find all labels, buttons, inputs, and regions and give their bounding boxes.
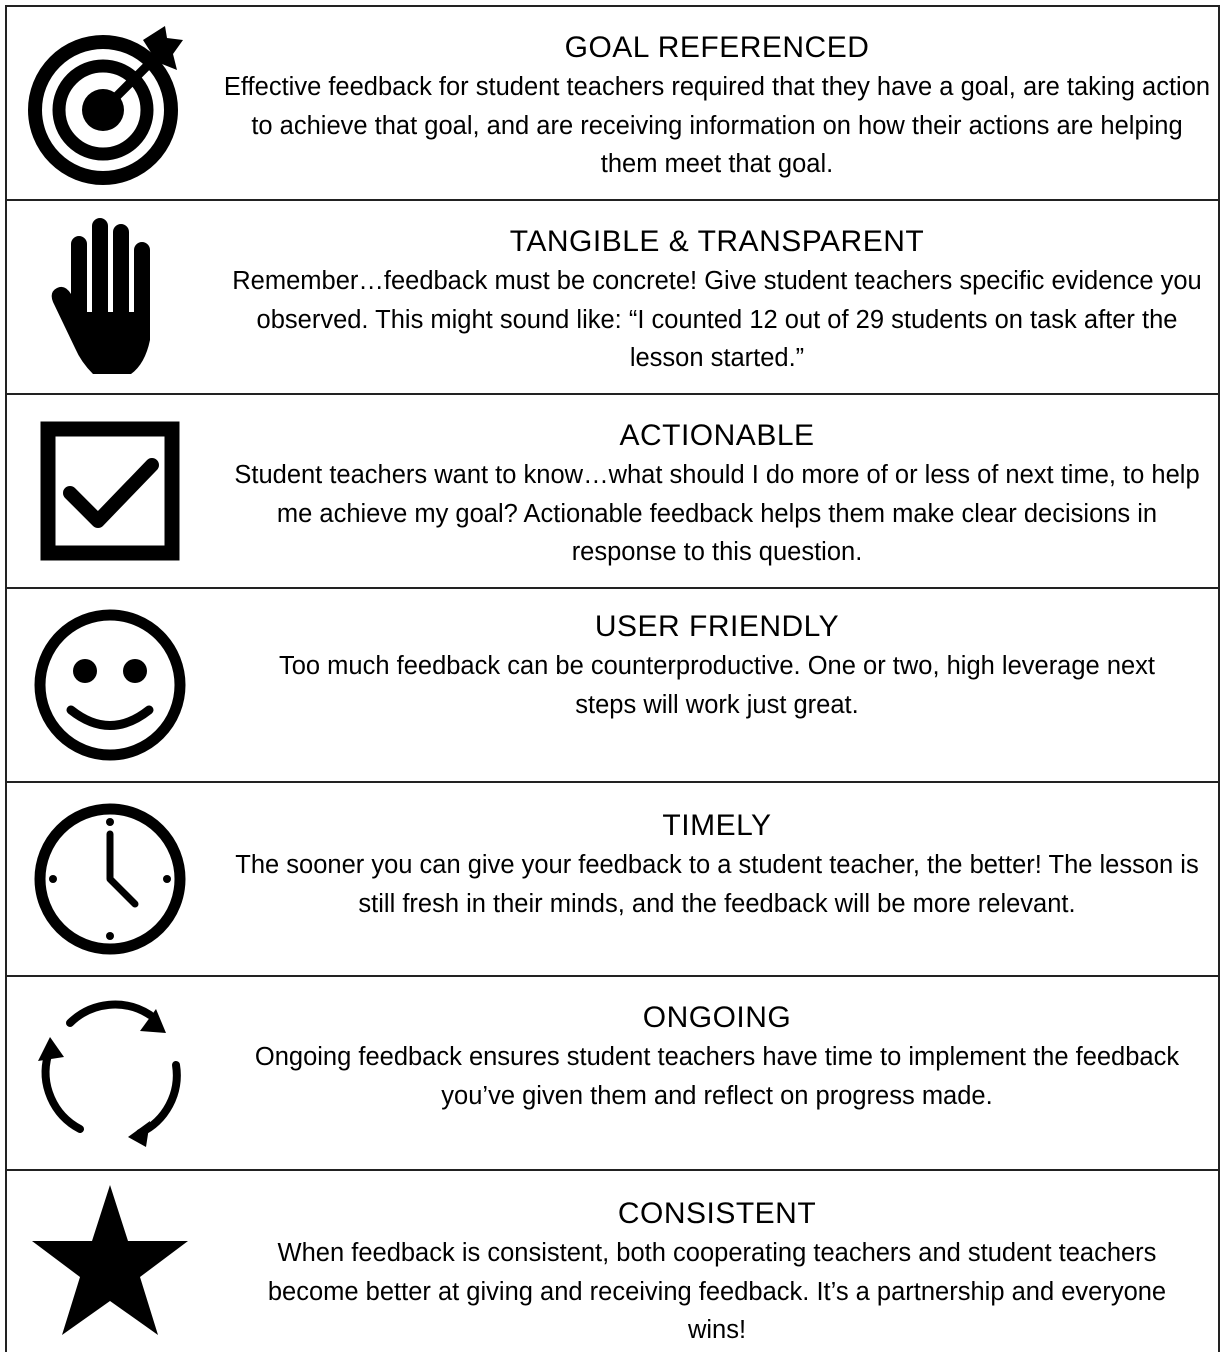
section-goal-referenced [7,7,1218,201]
section-ongoing [7,977,1218,1171]
section-text [222,201,1212,378]
checkbox-icon [40,421,180,561]
section-tangible-transparent [7,201,1218,395]
section-text [222,1171,1212,1350]
section-body: Ongoing feedback ensures student teachers have time to implement the feedback you’ve given them and reflect on progress made. [254,1043,1180,1110]
target-arrow-icon [25,18,195,188]
section-text [222,977,1212,1115]
feedback-principles-table [5,5,1220,1352]
icon-cell [7,201,212,393]
hand-icon [45,212,175,382]
section-body: Student teachers want to know…what should I do more of or less of next time, to help me achieve my goal? Actionable feedback helps them make clear decisions in response to this question. [234,461,1200,566]
clock-icon [31,800,189,958]
star-icon [30,1183,190,1343]
icon-cell [7,7,212,199]
section-heading: ONGOING [642,1001,792,1034]
section-body: The sooner you can give your feedback to a student teacher, the better! The lesson is still fresh in their minds, and the feedback will be more relevant. [235,851,1199,918]
section-user-friendly [7,589,1218,783]
icon-cell [7,783,212,975]
section-body: When feedback is consistent, both cooperating teachers and student teachers become better at giving and receiving feedback. It’s a partnership and everyone wins! [267,1239,1167,1344]
section-body: Too much feedback can be counterproductive. One or two, high leverage next steps will work just great. [278,652,1156,719]
section-heading: GOAL REFERENCED [564,31,870,64]
section-text [222,589,1212,724]
section-heading: USER FRIENDLY [594,610,840,643]
section-actionable [7,395,1218,589]
section-text [222,783,1212,923]
section-heading: TANGIBLE & TRANSPARENT [509,225,925,258]
icon-cell [7,589,212,781]
section-heading: TIMELY [662,809,772,842]
section-consistent [7,1171,1218,1354]
section-heading: ACTIONABLE [619,419,815,452]
section-body: Remember…feedback must be concrete! Give student teachers specific evidence you observed. This might sound like: “I counted 12 out of 29 students on task after the lesson started.” [232,267,1202,372]
section-text [222,395,1212,572]
icon-cell [7,395,212,587]
icon-cell [7,977,212,1169]
section-body: Effective feedback for student teachers required that they have a goal, are taking action to achieve that goal, and are receiving information on how their actions are helping them meet that goal. [223,73,1211,178]
icon-cell [7,1171,212,1354]
smiley-icon [31,606,189,764]
cycle-arrows-icon [30,993,190,1153]
section-heading: CONSISTENT [617,1197,817,1230]
section-timely [7,783,1218,977]
section-text [222,7,1212,184]
